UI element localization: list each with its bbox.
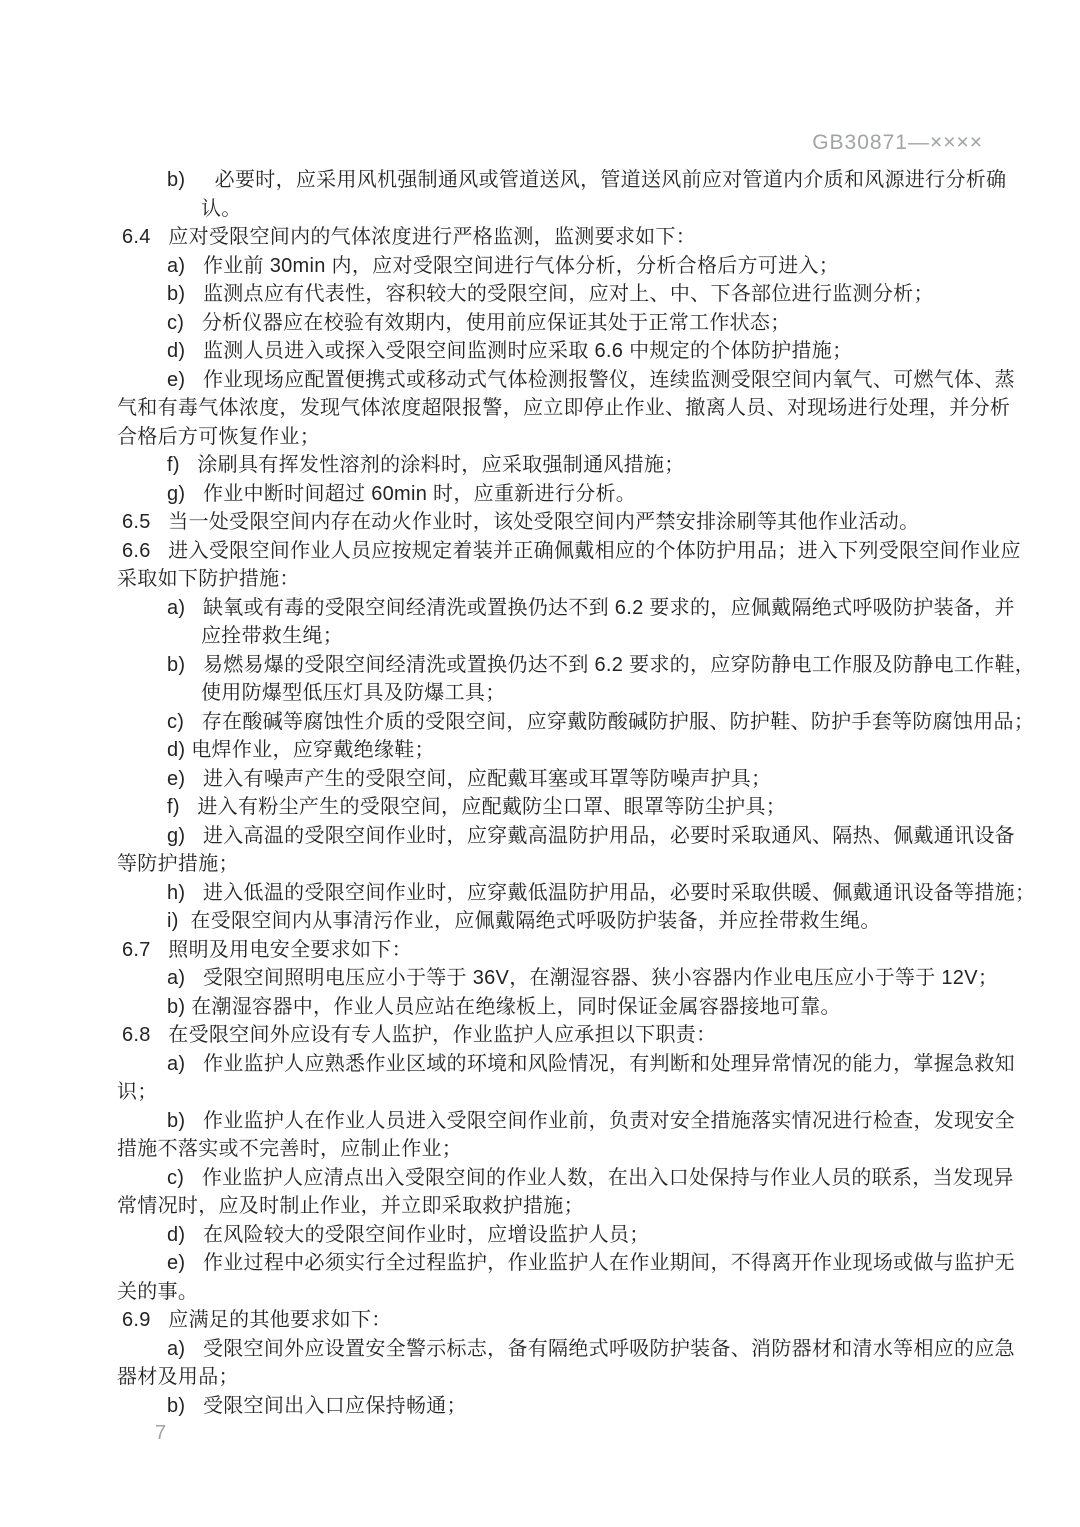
- standard-code: GB30871—××××: [812, 131, 983, 154]
- text-line: 6.7 照明及用电安全要求如下：: [122, 938, 412, 961]
- page-footer: [155, 1422, 166, 1445]
- text-line: 6.5 当一处受限空间内存在动火作业时，该处受限空间内严禁安排涂刷等其他作业活动。: [122, 511, 920, 533]
- document-body: [117, 166, 1036, 1420]
- text-line: b) 受限空间出入口应保持畅通；: [167, 1394, 467, 1417]
- text-line: 气和有毒气体浓度，发现气体浓度超限报警，应立即停止作业、撤离人员、对现场进行处理，并分析: [117, 397, 1011, 419]
- text-line: 合格后方可恢复作业；: [117, 425, 320, 448]
- text-line: g) 进入高温的受限空间作业时，应穿戴高温防护用品，必要时采取通风、隔热、佩戴通讯设备: [167, 824, 1015, 847]
- text-line: a) 缺氧或有毒的受限空间经清洗或置换仍达不到 6.2 要求的，应佩戴隔绝式呼吸防护装备，并: [167, 596, 1015, 619]
- text-line: 关的事。: [117, 1280, 199, 1303]
- text-line: b) 监测点应有代表性，容积较大的受限空间，应对上、中、下各部位进行监测分析；: [167, 283, 934, 305]
- text-line: b) 易燃易爆的受限空间经清洗或置换仍达不到 6.2 要求的，应穿防静电工作服及防静电工作鞋，: [167, 653, 1036, 676]
- text-line: 等防护措施；: [117, 853, 239, 875]
- text-line: 常情况时，应及时制止作业，并立即采取救护措施；: [117, 1195, 584, 1217]
- text-line: a) 受限空间照明电压应小于等于 36V，在潮湿容器、狭小容器内作业电压应小于等于 12V；: [167, 967, 999, 989]
- text-line: g) 作业中断时间超过 60min 时，应重新进行分析。: [167, 482, 637, 505]
- text-line: e) 作业现场应配置便携式或移动式气体检测报警仪，连续监测受限空间内氧气、可燃气体、蒸: [167, 368, 1015, 391]
- text-line: 认。: [201, 197, 242, 220]
- text-line: i) 在受限空间内从事清污作业，应佩戴隔绝式呼吸防护装备，并应拴带救生绳。: [167, 910, 881, 932]
- text-line: 6.4 应对受限空间内的气体浓度进行严格监测，监测要求如下：: [122, 226, 697, 248]
- text-line: 6.6 进入受限空间作业人员应按规定着装并正确佩戴相应的个体防护用品；进入下列受限空间作业应: [122, 539, 1021, 562]
- text-line: c) 作业监护人应清点出入受限空间的作业人数，在出入口处保持与作业人员的联系，当发现异: [167, 1166, 1014, 1189]
- text-line: d) 监测人员进入或探入受限空间监测时应采取 6.6 中规定的个体防护措施；: [167, 340, 853, 362]
- text-line: h) 进入低温的受限空间作业时，应穿戴低温防护用品，必要时采取供暖、佩戴通讯设备等措施；: [167, 881, 1036, 904]
- text-line: 器材及用品；: [117, 1366, 239, 1388]
- text-line: 6.9 应满足的其他要求如下：: [122, 1309, 392, 1331]
- text-line: 应拴带救生绳；: [201, 625, 344, 647]
- text-line: e) 作业过程中必须实行全过程监护，作业监护人在作业期间，不得离开作业现场或做与监护无: [167, 1252, 1015, 1274]
- text-line: 采取如下防护措施：: [117, 568, 300, 590]
- text-line: 6.8 在受限空间外应设有专人监护，作业监护人应承担以下职责：: [122, 1024, 717, 1046]
- text-line: 措施不落实或不完善时，应制止作业；: [117, 1138, 463, 1160]
- page-header: [812, 131, 983, 155]
- text-line: b) 必要时，应采用风机强制通风或管道送风，管道送风前应对管道内介质和风源进行分析确: [167, 169, 1007, 191]
- text-line: a) 作业监护人应熟悉作业区域的环境和风险情况，有判断和处理异常情况的能力，掌握急救知: [167, 1052, 1015, 1075]
- text-line: f) 涂刷具有挥发性溶剂的涂料时，应采取强制通风措施；: [167, 454, 685, 476]
- text-line: b) 作业监护人在作业人员进入受限空间作业前，负责对安全措施落实情况进行检查，发现安全: [167, 1109, 1015, 1132]
- text-line: 识；: [117, 1081, 158, 1103]
- text-line: c) 分析仪器应在校验有效期内，使用前应保证其处于正常工作状态；: [167, 311, 791, 334]
- text-line: d) 电焊作业，应穿戴绝缘鞋；: [167, 739, 435, 761]
- text-line: e) 进入有噪声产生的受限空间，应配戴耳塞或耳罩等防噪声护具；: [167, 767, 772, 790]
- text-line: b) 在潮湿容器中，作业人员应站在绝缘板上，同时保证金属容器接地可靠。: [167, 995, 841, 1018]
- page-number: 7: [155, 1422, 167, 1444]
- text-line: 使用防爆型低压灯具及防爆工具；: [201, 682, 506, 704]
- text-line: a) 受限空间外应设置安全警示标志，备有隔绝式呼吸防护装备、消防器材和清水等相应的应急: [167, 1337, 1015, 1360]
- text-line: a) 作业前 30min 内，应对受限空间进行气体分析，分析合格后方可进入；: [167, 254, 840, 277]
- text-line: c) 存在酸碱等腐蚀性介质的受限空间，应穿戴防酸碱防护服、防护鞋、防护手套等防腐蚀用品；: [167, 710, 1035, 733]
- text-line: d) 在风险较大的受限空间作业时，应增设监护人员；: [167, 1223, 650, 1246]
- text-line: f) 进入有粉尘产生的受限空间，应配戴防尘口罩、眼罩等防尘护具；: [167, 796, 787, 818]
